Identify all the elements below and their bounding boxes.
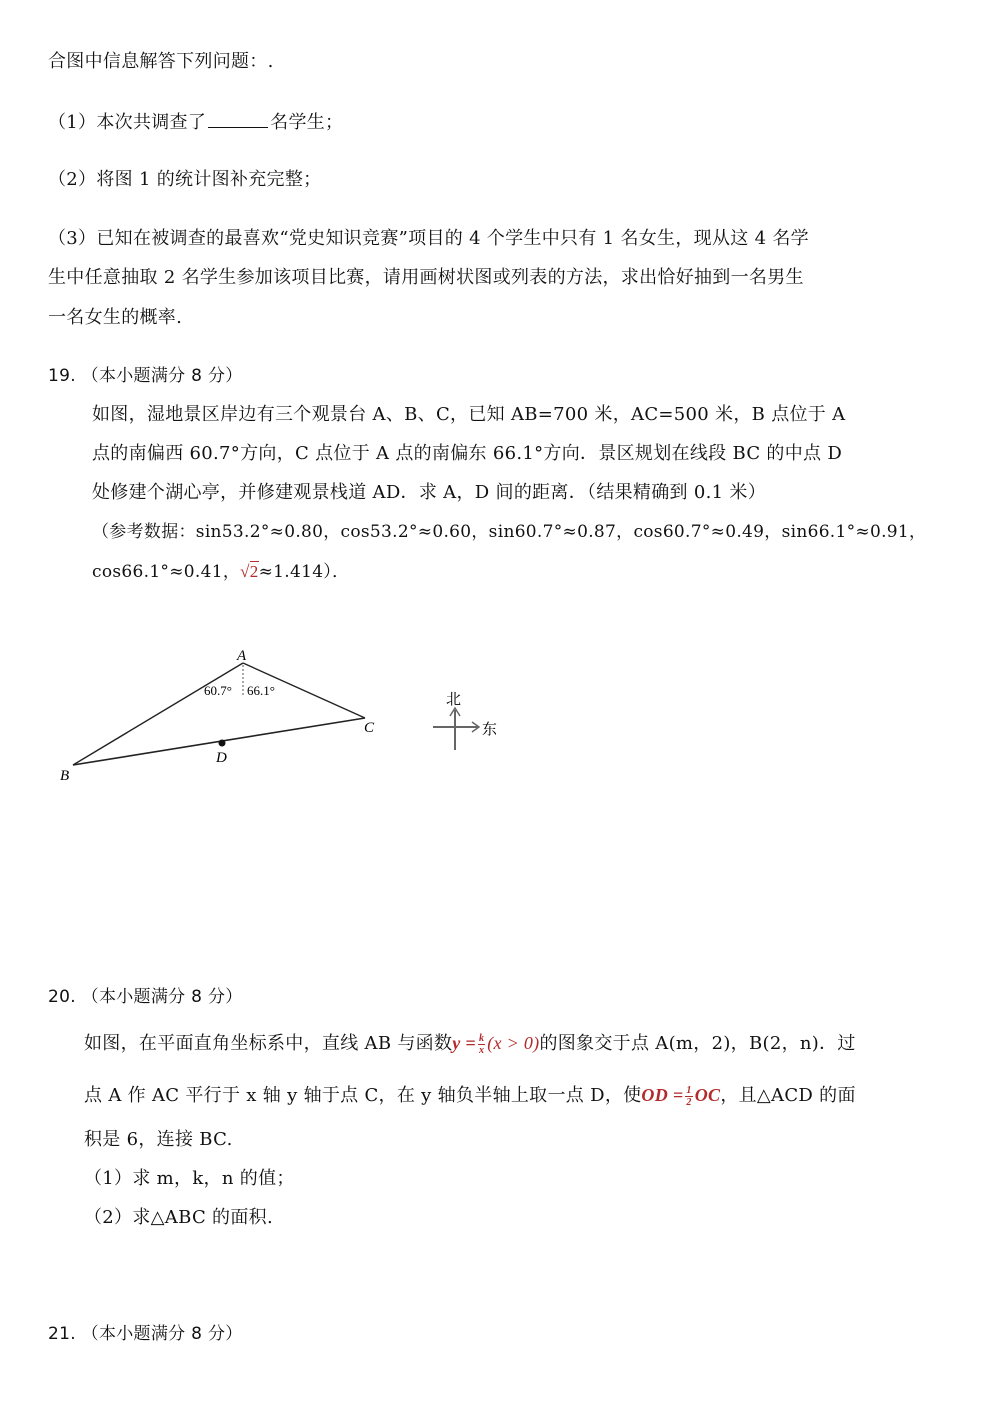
- sqrt-symbol: √2: [240, 562, 259, 581]
- q18-part1-suffix: 名学生；: [270, 112, 344, 133]
- q18-part2: （2）将图 1 的统计图补充完整；: [48, 169, 322, 190]
- angle-left-label: 60.7°: [204, 683, 232, 698]
- q18-part3-line3: 一名女生的概率.: [48, 307, 183, 328]
- formula2-lhs: OD =: [641, 1085, 684, 1105]
- label-b: B: [60, 768, 70, 784]
- formula2-numerator: 1: [686, 1085, 692, 1097]
- compass-icon: [433, 708, 479, 750]
- label-a: A: [237, 648, 247, 664]
- formula1-denominator: x: [478, 1045, 485, 1057]
- q20-line1-prefix: 如图，在平面直角坐标系中，直线 AB 与函数: [84, 1033, 453, 1054]
- q20-line2: [84, 1083, 856, 1108]
- label-c: C: [364, 720, 375, 736]
- formula-od-oc: [641, 1085, 721, 1109]
- q20-part2: （2）求△ABC 的面积.: [84, 1207, 273, 1228]
- q20-line2-prefix: 点 A 作 AC 平行于 x 轴 y 轴于点 C，在 y 轴负半轴上取一点 D，使: [84, 1085, 642, 1106]
- q19-header: 19. （本小题满分 8 分）: [48, 366, 243, 386]
- q19-line3: 处修建个湖心亭，并修建观景栈道 AD．求 A，D 间的距离．（结果精确到 0.1 米）: [92, 482, 766, 503]
- q20-line1: [84, 1031, 856, 1056]
- formula1-numerator: k: [478, 1033, 485, 1045]
- q19-reference-suffix: ≈1.414）．: [258, 562, 350, 582]
- q18-part3-line1: （3）已知在被调查的最喜欢“党史知识竞赛”项目的 4 个学生中只有 1 名女生，现从这 4 名学: [48, 228, 809, 249]
- formula2-denominator: 2: [686, 1097, 692, 1109]
- formula-inverse-function: [452, 1033, 540, 1057]
- compass-east-label: 东: [482, 722, 498, 738]
- q18-part3-line2: 生中任意抽取 2 名学生参加该项目比赛，请用画树状图或列表的方法，求出恰好抽到一名男生: [48, 267, 804, 288]
- q19-reference-prefix: cos66.1°≈0.41，: [92, 562, 241, 582]
- q21-header: 21. （本小题满分 8 分）: [48, 1324, 243, 1344]
- q19-line1: 如图，湿地景区岸边有三个观景台 A、B、C，已知 AB=700 米，AC=500 米，B 点位于 A: [92, 404, 846, 425]
- formula1-fraction: [478, 1033, 485, 1056]
- q20-line2-suffix: ，且△ACD 的面: [720, 1085, 856, 1106]
- formula2-fraction: [685, 1085, 692, 1108]
- formula1-lhs: y =: [452, 1033, 476, 1053]
- angle-right-label: 66.1°: [247, 683, 275, 698]
- q19-reference-line1: （参考数据：sin53.2°≈0.80，cos53.2°≈0.60，sin60.7°≈0.87，cos60.7°≈0.49，sin66.1°≈0.91，: [92, 522, 927, 542]
- label-d: D: [216, 750, 227, 766]
- q18-part1-prefix: （1）本次共调查了: [48, 112, 207, 133]
- compass-north-label: 北: [446, 692, 462, 708]
- q20-header: 20. （本小题满分 8 分）: [48, 987, 243, 1007]
- intro-text: 合图中信息解答下列问题：.: [48, 51, 274, 72]
- point-d: [219, 740, 226, 747]
- q20-line1-suffix: 的图象交于点 A(m，2)，B(2，n)．过: [539, 1033, 856, 1054]
- q20-line3: 积是 6，连接 BC.: [84, 1129, 233, 1150]
- sqrt-radicand: 2: [249, 562, 259, 581]
- formula2-rhs: OC: [694, 1085, 721, 1105]
- formula1-condition: (x > 0): [487, 1033, 540, 1053]
- q20-part1: （1）求 m，k，n 的值；: [84, 1168, 295, 1189]
- q19-line2: 点的南偏西 60.7°方向，C 点位于 A 点的南偏东 66.1°方向．景区规划在线段 BC 的中点 D: [92, 443, 843, 464]
